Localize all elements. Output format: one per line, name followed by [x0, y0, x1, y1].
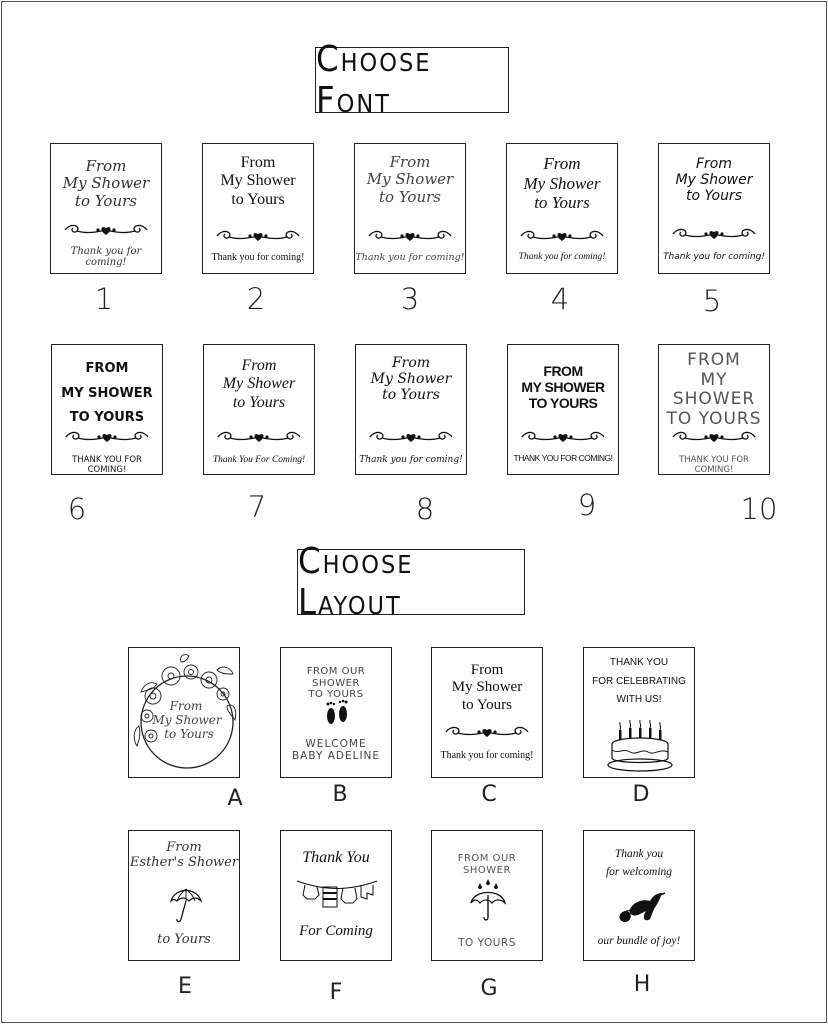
font-sample-10[interactable] — [658, 344, 770, 475]
font-sample-6[interactable] — [51, 344, 163, 475]
stork-icon — [616, 889, 666, 929]
layout-line: TO YOURS — [458, 937, 516, 949]
sample-line: From — [85, 157, 127, 175]
sample-thanks: Thank You For Coming! — [212, 455, 306, 465]
layout-line: From — [169, 699, 203, 713]
layout-e[interactable] — [128, 830, 240, 961]
sample-line: My Shower — [523, 173, 601, 193]
sample-line: to Yours — [382, 387, 440, 404]
scroll-heart-ornament-icon — [215, 230, 301, 244]
sample-line: From — [241, 357, 277, 374]
layout-line: to Yours — [461, 696, 513, 713]
umbrella-icon — [167, 885, 205, 925]
font-number: 3 — [400, 282, 420, 316]
layout-line: Thank you for coming! — [440, 750, 534, 761]
font-number: 10 — [740, 492, 778, 526]
layout-label: F — [329, 980, 343, 1005]
layout-line: From — [470, 662, 504, 678]
scroll-heart-ornament-icon — [671, 228, 757, 242]
scroll-heart-ornament-icon — [64, 431, 150, 445]
layout-label: B — [332, 782, 348, 807]
layout-c[interactable] — [431, 647, 543, 778]
font-sample-2[interactable] — [202, 143, 314, 274]
layout-label: G — [480, 976, 498, 1001]
sample-line: TO YOURS — [69, 410, 145, 426]
layout-label: A — [227, 786, 243, 811]
font-sample-9[interactable] — [507, 344, 619, 475]
layout-a[interactable] — [128, 647, 240, 778]
layout-line: BABY ADELINE — [291, 750, 381, 763]
sample-line: TO YOURS — [666, 408, 762, 429]
scroll-heart-ornament-icon — [444, 726, 530, 740]
sample-line: From — [391, 355, 431, 371]
choose-layout-heading: Choose Layout — [297, 549, 525, 615]
sample-thanks: Thank you for coming! — [518, 252, 606, 262]
layout-line: FOR CELEBRATING — [592, 675, 686, 687]
layout-line: For Coming — [299, 923, 373, 939]
birthday-cake-icon — [606, 718, 674, 774]
scroll-heart-ornament-icon — [520, 431, 606, 445]
layout-line: Thank You — [302, 849, 370, 866]
sample-thanks: Thank you for coming! — [70, 246, 142, 268]
layout-line: our bundle of joy! — [597, 935, 681, 947]
sample-thanks: THANK YOU FOR COMING! — [72, 455, 142, 475]
layout-line: Thank you — [614, 848, 664, 860]
sample-line: TO YOURS — [528, 395, 598, 412]
layout-f[interactable] — [280, 830, 392, 961]
sample-thanks: THANK YOU FOR COMING! — [679, 455, 749, 475]
sample-line: to Yours — [685, 188, 742, 205]
layout-label: E — [178, 974, 192, 999]
sample-line: FROM — [687, 350, 741, 370]
layout-line: Esther's Shower — [129, 854, 239, 870]
layout-label: H — [633, 972, 651, 997]
font-number: 8 — [415, 492, 435, 526]
sample-line: My Shower — [220, 172, 296, 190]
sample-thanks: Thank you for coming! — [663, 252, 765, 262]
layout-line: THANK YOU — [609, 657, 669, 668]
layout-line: to Yours — [164, 726, 214, 741]
font-number: 4 — [550, 282, 570, 316]
choose-font-heading: Choose Font — [315, 47, 509, 113]
sample-line: to Yours — [232, 393, 286, 411]
font-number: 5 — [702, 284, 722, 318]
layout-line: WELCOME — [305, 738, 367, 750]
sample-line: My Shower — [366, 170, 454, 189]
sample-line: My Shower — [370, 371, 452, 388]
sample-line: MY SHOWER — [672, 369, 756, 410]
sample-line: MY SHOWER — [61, 385, 153, 401]
font-sample-1[interactable] — [50, 143, 162, 274]
layout-line: TO YOURS — [308, 689, 364, 700]
sample-line: MY SHOWER — [521, 379, 605, 396]
scroll-heart-ornament-icon — [63, 224, 149, 238]
font-sample-7[interactable] — [203, 344, 315, 475]
sample-line: to Yours — [75, 191, 137, 210]
sample-line: From — [543, 154, 581, 173]
font-sample-4[interactable] — [506, 143, 618, 274]
layout-b[interactable] — [280, 647, 392, 778]
sample-thanks: Thank you for coming! — [211, 252, 305, 263]
sample-line: From — [389, 153, 431, 171]
layout-g[interactable] — [431, 830, 543, 961]
layout-line: to Yours — [157, 932, 211, 947]
sample-line: to Yours — [231, 190, 285, 208]
sample-line: From — [695, 156, 732, 172]
font-number: 7 — [247, 490, 267, 524]
sample-line: From — [240, 154, 276, 171]
layout-line: WITH US! — [616, 694, 662, 705]
sample-thanks: Thank you for coming! — [355, 252, 465, 263]
scroll-heart-ornament-icon — [671, 431, 757, 445]
font-number: 1 — [94, 282, 114, 316]
baby-clothesline-icon — [295, 877, 379, 913]
baby-footprints-icon — [322, 698, 352, 728]
sample-thanks: THANK YOU FOR COMING! — [513, 453, 613, 463]
font-number: 2 — [246, 282, 266, 316]
umbrella-rain-icon — [468, 877, 508, 923]
layout-line: for welcoming — [605, 866, 673, 879]
layout-line: FROM OUR SHOWER — [457, 853, 517, 876]
font-sample-8[interactable] — [355, 344, 467, 475]
font-sample-5[interactable] — [658, 143, 770, 274]
scroll-heart-ornament-icon — [368, 431, 454, 445]
layout-line: My Shower — [451, 679, 523, 696]
layout-label: C — [481, 782, 497, 807]
sample-line: FROM — [85, 361, 129, 376]
sample-line: to Yours — [379, 187, 441, 206]
sample-line: My Shower — [222, 375, 296, 393]
layout-line: From — [166, 840, 202, 855]
scroll-heart-ornament-icon — [367, 230, 453, 244]
sample-thanks: Thank you for coming! — [359, 455, 463, 465]
font-sample-3[interactable] — [354, 143, 466, 274]
sample-line: FROM — [543, 363, 583, 379]
sample-line: My Shower — [675, 172, 753, 189]
layout-d[interactable] — [583, 647, 695, 778]
layout-line: FROM OUR SHOWER — [306, 666, 366, 689]
layout-line: My Shower — [152, 712, 222, 727]
sample-line: to Yours — [534, 193, 590, 213]
font-number: 9 — [577, 488, 597, 522]
layout-label: D — [632, 782, 650, 807]
font-number: 6 — [67, 492, 87, 526]
sample-line: My Shower — [62, 174, 150, 193]
layout-h[interactable] — [583, 830, 695, 961]
scroll-heart-ornament-icon — [216, 431, 302, 445]
scroll-heart-ornament-icon — [519, 230, 605, 244]
